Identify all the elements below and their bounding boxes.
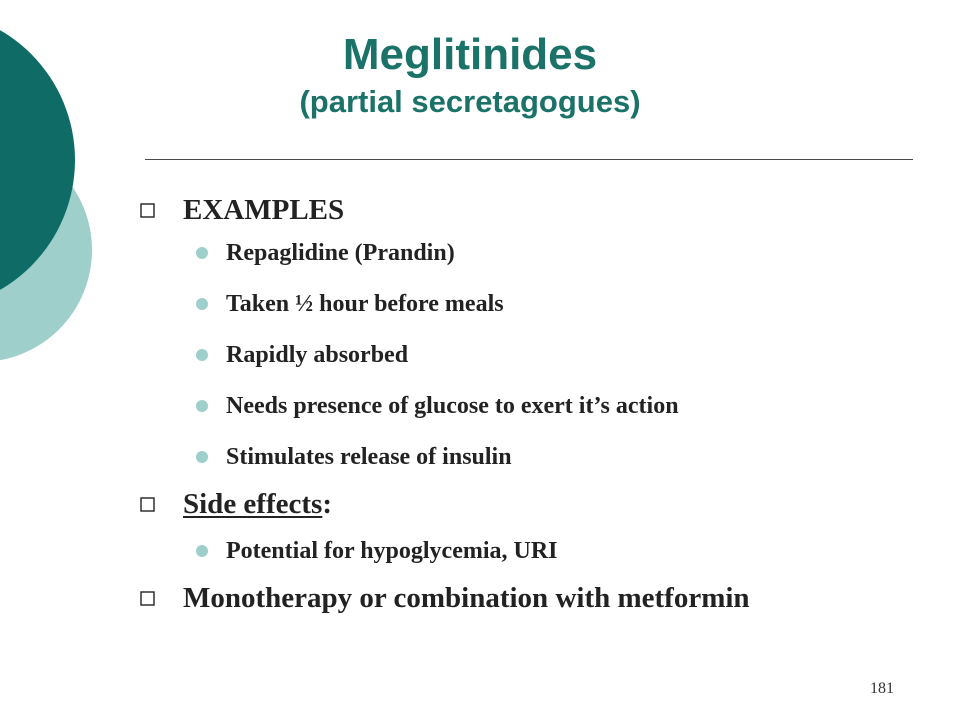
title-divider: [145, 159, 913, 160]
side-effect-item: [140, 534, 930, 568]
bullet-dot-icon: [196, 545, 208, 557]
hollow-square-icon: [140, 591, 155, 606]
example-item: [140, 236, 930, 270]
hollow-square-icon: [140, 497, 155, 512]
example-item-text: Taken ½ hour before meals: [226, 291, 504, 317]
example-item-text: Repaglidine (Prandin): [226, 240, 455, 266]
example-item: [140, 338, 930, 372]
slide-subtitle: (partial secretagogues): [299, 84, 641, 119]
example-item-text: Needs presence of glucose to exert it’s action: [226, 393, 679, 419]
bullet-dot-icon: [196, 451, 208, 463]
bullet-examples: [140, 190, 930, 230]
side-effects-colon: :: [322, 488, 332, 520]
example-item: [140, 440, 930, 474]
example-item-text: Stimulates release of insulin: [226, 444, 512, 470]
examples-heading: EXAMPLES: [183, 194, 345, 226]
decorative-teal-circles: [0, 0, 110, 420]
side-effects-heading: Side effects: [183, 488, 323, 520]
bullet-dot-icon: [196, 247, 208, 259]
bullet-dot-icon: [196, 298, 208, 310]
side-effect-item-text: Potential for hypoglycemia, URI: [226, 538, 558, 564]
title-block: [180, 28, 760, 122]
example-item: [140, 389, 930, 423]
hollow-square-icon: [140, 203, 155, 218]
example-item: [140, 287, 930, 321]
example-item-text: Rapidly absorbed: [226, 342, 409, 368]
monotherapy-heading: Monotherapy or combination with metformin: [183, 582, 750, 614]
slide-content: [140, 190, 930, 618]
slide-title: Meglitinides: [342, 30, 598, 79]
bullet-dot-icon: [196, 400, 208, 412]
bullet-monotherapy: [140, 578, 930, 618]
page-number: 181: [870, 680, 894, 697]
bullet-dot-icon: [196, 349, 208, 361]
bullet-side-effects: [140, 484, 930, 524]
